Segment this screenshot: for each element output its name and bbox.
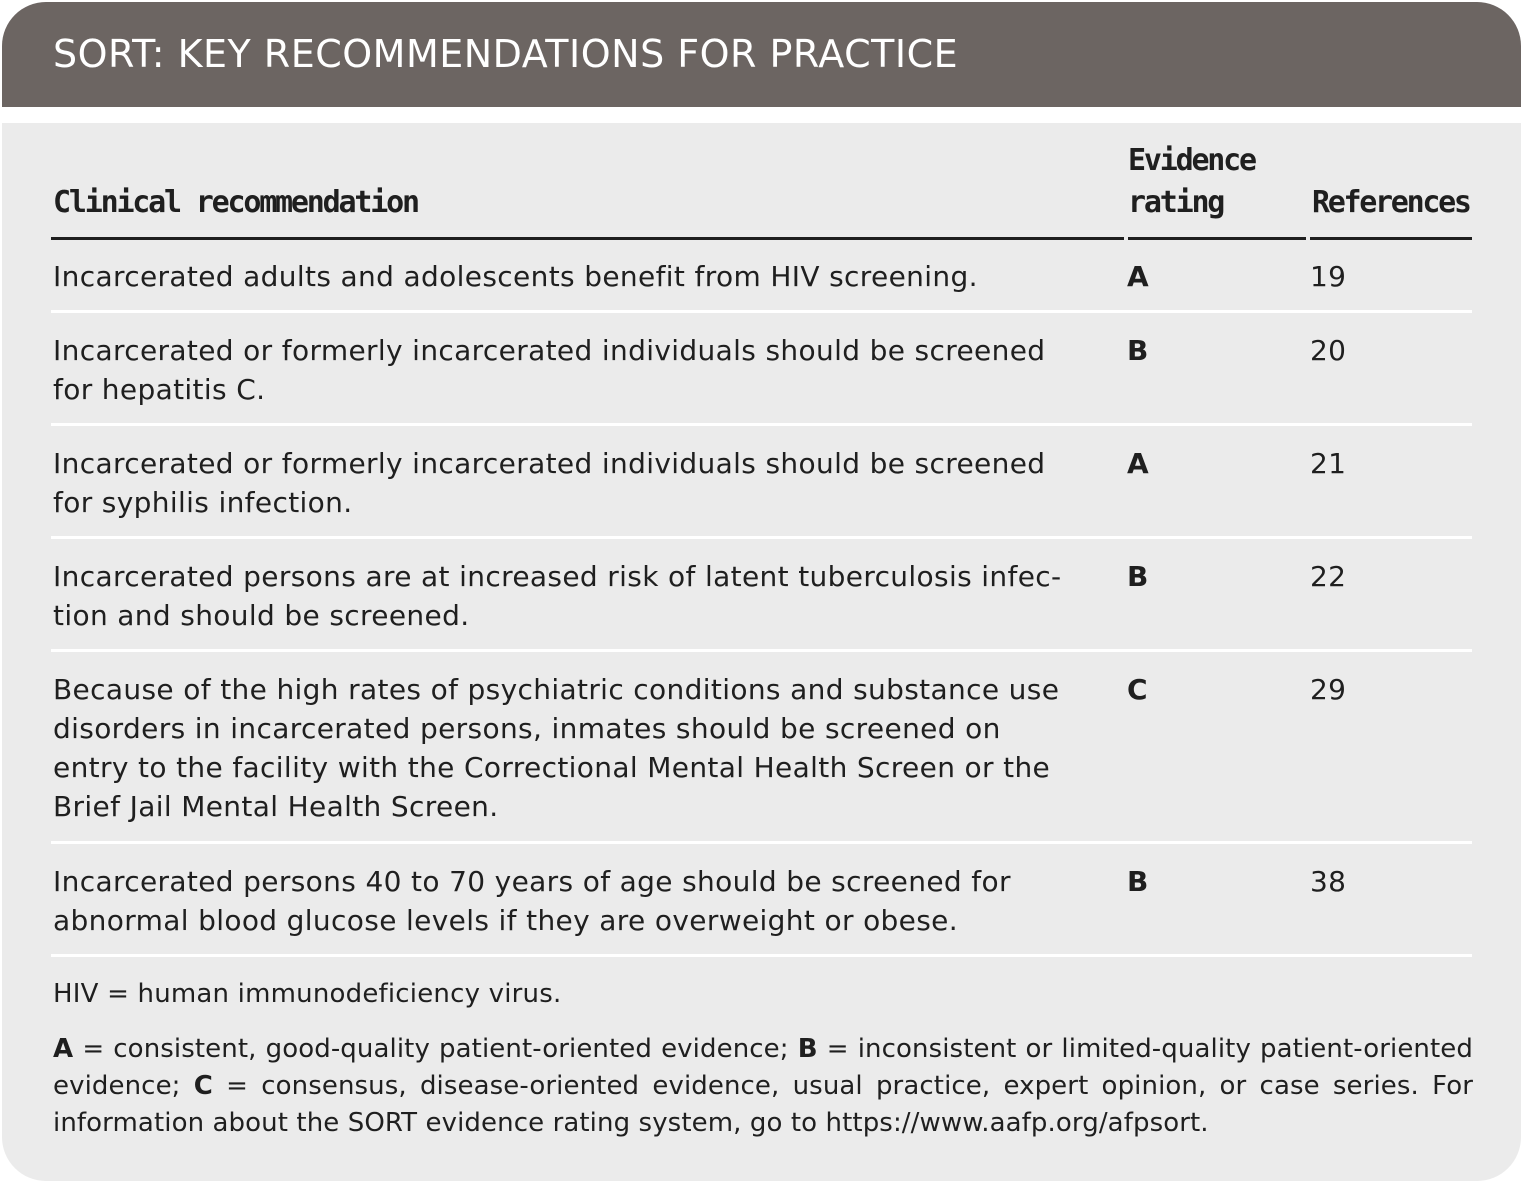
table-row-6-recommendation: Incarcerated persons 40 to 70 years of age should be screened for abnormal blood glucose levels if they are overweight or obese. [53,865,1011,937]
column-header-evidence-line1: Evidence [1128,143,1255,178]
table-row-4-recommendation: Incarcerated persons are at increased risk of latent tuberculosis infec-tion and should be screened. [53,560,1062,632]
table-row-3-references: 21 [1310,447,1347,480]
rating-key-b-text: = inconsistent or limited-quality patient-oriented evidence; [53,1034,1473,1101]
table-row-2-recommendation: Incarcerated or formerly incarcerated individuals should be screened for hepatitis C. [53,334,1046,406]
header-rule-recommendation [51,237,1124,240]
row-divider [51,536,1472,539]
rating-key-a: A [53,1034,74,1064]
column-header-evidence-line2: rating [1128,185,1224,220]
row-divider [51,649,1472,652]
footnote-rating-key [53,1031,1473,1142]
table-row-1-references: 19 [1310,260,1347,293]
sort-card [2,2,1521,1181]
column-header-references: References [1312,185,1470,220]
column-header-recommendation: Clinical recommendation [53,185,418,220]
table-row-6-references: 38 [1310,865,1347,898]
table-row-5-rating: C [1127,673,1148,706]
header-rule-evidence [1128,237,1306,240]
table-row-1-recommendation: Incarcerated adults and adolescents benefit from HIV screening. [53,260,978,293]
table-row-2-rating: B [1127,334,1149,367]
row-divider [51,841,1472,844]
table-row-2-references: 20 [1310,334,1347,367]
row-divider [51,310,1472,313]
rating-key-a-text: = consistent, good-quality patient-oriented evidence; [73,1034,798,1064]
page-title: SORT: KEY RECOMMENDATIONS FOR PRACTICE [53,32,959,76]
header-separator [2,107,1521,123]
table-row-4-rating: B [1127,560,1149,593]
table-row-4-references: 22 [1310,560,1347,593]
header-rule-references [1310,237,1472,240]
header-bar [2,2,1521,107]
rating-key-c-text: = consensus, disease-oriented evidence, usual practice, expert opinion, or case series. For information about the SORT evidence rating system, go to https://www.aafp.org/afpsort. [53,1071,1473,1138]
table-row-5-recommendation: Because of the high rates of psychiatric conditions and substance use disorders in incarcerated persons, inmates should be screened on entry to the facility with the Correctional Mental Health Screen or the Brief Jail Mental Health Screen. [53,673,1060,823]
table-row-6-rating: B [1127,865,1149,898]
row-divider [51,954,1472,957]
table-row-3-recommendation: Incarcerated or formerly incarcerated individuals should be screened for syphilis infection. [53,447,1046,519]
table-row-1-rating: A [1127,260,1150,293]
column-header-evidence-rating [1128,140,1255,224]
row-divider [51,423,1472,426]
rating-key-c: C [193,1071,213,1101]
rating-key-b: B [797,1034,818,1064]
footnote-abbreviations: HIV = human immunodeficiency virus. [53,979,562,1009]
table-row-5-references: 29 [1310,673,1347,706]
table-row-3-rating: A [1127,447,1150,480]
